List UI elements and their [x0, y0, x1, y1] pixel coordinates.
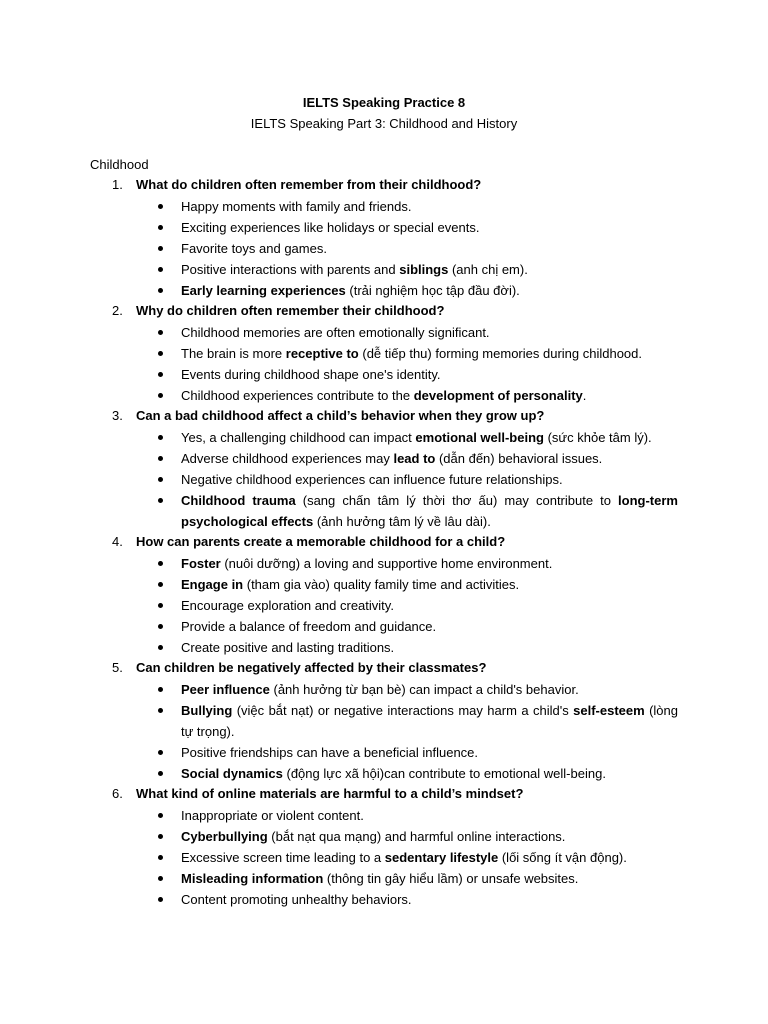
- answer-bullet: [0, 702, 768, 744]
- answer-bullet-list: [0, 681, 768, 786]
- answer-text: [181, 847, 678, 868]
- bullet-dot-icon: [158, 225, 163, 230]
- text-run: Adverse childhood experiences may: [181, 451, 394, 466]
- answer-bullet-list: [0, 324, 768, 408]
- question-list: [0, 177, 768, 912]
- text-run: (sang chấn tâm lý thời thơ ấu) may contribute to: [295, 493, 619, 508]
- answer-bullet: [0, 744, 768, 765]
- key-term: long-term psychological effects: [181, 493, 678, 529]
- question-header: [0, 177, 768, 198]
- answer-text: [181, 868, 678, 889]
- answer-bullet: [0, 282, 768, 303]
- text-run: Positive interactions with parents and: [181, 262, 400, 277]
- text-run: (lòng tự trọng).: [181, 703, 678, 739]
- key-term: Foster: [181, 556, 221, 571]
- bullet-dot-icon: [158, 855, 163, 860]
- document-title: IELTS Speaking Practice 8: [302, 95, 466, 110]
- text-run: Excessive screen time leading to a: [181, 850, 385, 865]
- question-item: [0, 408, 768, 534]
- answer-text: [181, 322, 678, 343]
- question-text: Why do children often remember their childhood?: [136, 303, 445, 318]
- answer-text: [181, 385, 678, 406]
- text-run: Happy moments with family and friends.: [181, 199, 412, 214]
- answer-bullet: [0, 555, 768, 576]
- question-number: 3.: [112, 408, 123, 423]
- text-run: (anh chị em).: [448, 262, 528, 277]
- answer-text: [181, 763, 678, 784]
- answer-bullet: [0, 240, 768, 261]
- answer-bullet-list: [0, 198, 768, 303]
- key-term: emotional well-being: [415, 430, 544, 445]
- answer-text: [181, 238, 678, 259]
- bullet-dot-icon: [158, 897, 163, 902]
- text-run: (bắt nạt qua mạng) and harmful online interactions.: [267, 829, 566, 844]
- key-term: lead to: [393, 451, 436, 466]
- text-run: Provide a balance of freedom and guidance.: [181, 619, 437, 634]
- answer-bullet: [0, 471, 768, 492]
- question-number: 1.: [112, 177, 123, 192]
- answer-bullet: [0, 765, 768, 786]
- answer-text: [181, 427, 678, 448]
- answer-bullet: [0, 681, 768, 702]
- text-run: Content promoting unhealthy behaviors.: [181, 892, 412, 907]
- text-run: Positive friendships can have a beneficial influence.: [181, 745, 479, 760]
- bullet-dot-icon: [158, 771, 163, 776]
- text-run: Childhood memories are often emotionally significant.: [181, 325, 490, 340]
- answer-bullet: [0, 870, 768, 891]
- text-run: Negative childhood experiences can influence future relationships.: [181, 472, 563, 487]
- text-run: (việc bắt nạt) or negative interactions may harm a child's: [232, 703, 574, 718]
- answer-text: [181, 742, 678, 763]
- key-term: self-esteem: [573, 703, 645, 718]
- question-number: 4.: [112, 534, 123, 549]
- bullet-dot-icon: [158, 393, 163, 398]
- question-text: Can a bad childhood affect a child’s behavior when they grow up?: [136, 408, 545, 423]
- bullet-dot-icon: [158, 372, 163, 377]
- text-run: Create positive and lasting traditions.: [181, 640, 395, 655]
- answer-text: [181, 343, 678, 364]
- key-term: sedentary lifestyle: [384, 850, 499, 865]
- text-run: Childhood experiences contribute to the: [181, 388, 414, 403]
- answer-bullet: [0, 366, 768, 387]
- answer-text: [181, 826, 678, 847]
- text-run: (trải nghiệm học tập đầu đời).: [345, 283, 520, 298]
- answer-bullet: [0, 492, 768, 534]
- key-term: siblings: [399, 262, 449, 277]
- answer-bullet: [0, 429, 768, 450]
- answer-bullet: [0, 828, 768, 849]
- text-run: The brain is more: [181, 346, 286, 361]
- question-number: 6.: [112, 786, 123, 801]
- bullet-dot-icon: [158, 456, 163, 461]
- answer-bullet: [0, 324, 768, 345]
- bullet-dot-icon: [158, 267, 163, 272]
- answer-text: [181, 364, 678, 385]
- answer-bullet: [0, 849, 768, 870]
- question-header: [0, 660, 768, 681]
- question-number: 5.: [112, 660, 123, 675]
- answer-text: [181, 280, 678, 301]
- text-run: (dẫn đến) behavioral issues.: [435, 451, 603, 466]
- bullet-dot-icon: [158, 477, 163, 482]
- question-item: [0, 177, 768, 303]
- answer-text: [181, 889, 678, 910]
- answer-text: [181, 637, 678, 658]
- bullet-dot-icon: [158, 246, 163, 251]
- question-header: [0, 303, 768, 324]
- text-run: (sức khỏe tâm lý).: [543, 430, 652, 445]
- bullet-dot-icon: [158, 876, 163, 881]
- answer-text: [181, 490, 678, 532]
- answer-text: [181, 553, 678, 574]
- key-term: Misleading information: [181, 871, 324, 886]
- question-item: [0, 660, 768, 786]
- answer-text: [181, 595, 678, 616]
- text-run: Encourage exploration and creativity.: [181, 598, 394, 613]
- answer-bullet-list: [0, 807, 768, 912]
- answer-bullet: [0, 345, 768, 366]
- answer-text: [181, 217, 678, 238]
- text-run: (ảnh hưởng tâm lý về lâu dài).: [313, 514, 491, 529]
- text-run: Events during childhood shape one's identity.: [181, 367, 441, 382]
- bullet-dot-icon: [158, 603, 163, 608]
- bullet-dot-icon: [158, 645, 163, 650]
- key-term: Engage in: [181, 577, 244, 592]
- text-run: (lối sống ít vận động).: [498, 850, 627, 865]
- answer-bullet: [0, 891, 768, 912]
- key-term: Peer influence: [181, 682, 270, 697]
- question-text: What kind of online materials are harmful to a child’s mindset?: [136, 786, 524, 801]
- answer-text: [181, 469, 678, 490]
- answer-bullet: [0, 576, 768, 597]
- question-text: What do children often remember from their childhood?: [136, 177, 482, 192]
- bullet-dot-icon: [158, 687, 163, 692]
- text-run: Exciting experiences like holidays or special events.: [181, 220, 480, 235]
- document-subtitle: IELTS Speaking Part 3: Childhood and History: [250, 116, 518, 131]
- bullet-dot-icon: [158, 582, 163, 587]
- answer-text: [181, 259, 678, 280]
- question-item: [0, 786, 768, 912]
- bullet-dot-icon: [158, 624, 163, 629]
- text-run: (dễ tiếp thu) forming memories during childhood.: [358, 346, 643, 361]
- answer-text: [181, 679, 678, 700]
- key-term: development of personality: [413, 388, 583, 403]
- bullet-dot-icon: [158, 351, 163, 356]
- answer-text: [181, 616, 678, 637]
- text-run: .: [582, 388, 587, 403]
- answer-text: [181, 805, 678, 826]
- bullet-dot-icon: [158, 288, 163, 293]
- bullet-dot-icon: [158, 813, 163, 818]
- key-term: Social dynamics: [181, 766, 283, 781]
- answer-bullet: [0, 387, 768, 408]
- question-header: [0, 408, 768, 429]
- bullet-dot-icon: [158, 834, 163, 839]
- answer-bullet-list: [0, 555, 768, 660]
- answer-bullet: [0, 597, 768, 618]
- answer-bullet: [0, 450, 768, 471]
- answer-bullet: [0, 807, 768, 828]
- text-run: (ảnh hưởng từ bạn bè) can impact a child's behavior.: [269, 682, 579, 697]
- answer-bullet: [0, 198, 768, 219]
- key-term: Bullying: [181, 703, 233, 718]
- bullet-dot-icon: [158, 204, 163, 209]
- key-term: receptive to: [285, 346, 359, 361]
- text-run: (động lực xã hội)can contribute to emotional well-being.: [282, 766, 606, 781]
- question-number: 2.: [112, 303, 123, 318]
- answer-bullet: [0, 618, 768, 639]
- text-run: (tham gia vào) quality family time and activities.: [243, 577, 520, 592]
- text-run: (thông tin gây hiểu lầm) or unsafe websites.: [323, 871, 579, 886]
- answer-bullet-list: [0, 429, 768, 534]
- section-heading: Childhood: [90, 157, 149, 172]
- question-text: How can parents create a memorable childhood for a child?: [136, 534, 506, 549]
- text-run: Yes, a challenging childhood can impact: [181, 430, 416, 445]
- text-run: Favorite toys and games.: [181, 241, 327, 256]
- question-header: [0, 786, 768, 807]
- answer-bullet: [0, 219, 768, 240]
- bullet-dot-icon: [158, 330, 163, 335]
- answer-text: [181, 196, 678, 217]
- question-item: [0, 534, 768, 660]
- question-item: [0, 303, 768, 408]
- bullet-dot-icon: [158, 750, 163, 755]
- key-term: Cyberbullying: [181, 829, 268, 844]
- bullet-dot-icon: [158, 498, 163, 503]
- key-term: Early learning experiences: [181, 283, 346, 298]
- text-run: (nuôi dưỡng) a loving and supportive home environment.: [220, 556, 553, 571]
- bullet-dot-icon: [158, 708, 163, 713]
- bullet-dot-icon: [158, 435, 163, 440]
- answer-text: [181, 448, 678, 469]
- question-text: Can children be negatively affected by their classmates?: [136, 660, 487, 675]
- answer-text: [181, 574, 678, 595]
- answer-bullet: [0, 639, 768, 660]
- bullet-dot-icon: [158, 561, 163, 566]
- question-header: [0, 534, 768, 555]
- answer-bullet: [0, 261, 768, 282]
- text-run: Inappropriate or violent content.: [181, 808, 364, 823]
- answer-text: [181, 700, 678, 742]
- key-term: Childhood trauma: [181, 493, 296, 508]
